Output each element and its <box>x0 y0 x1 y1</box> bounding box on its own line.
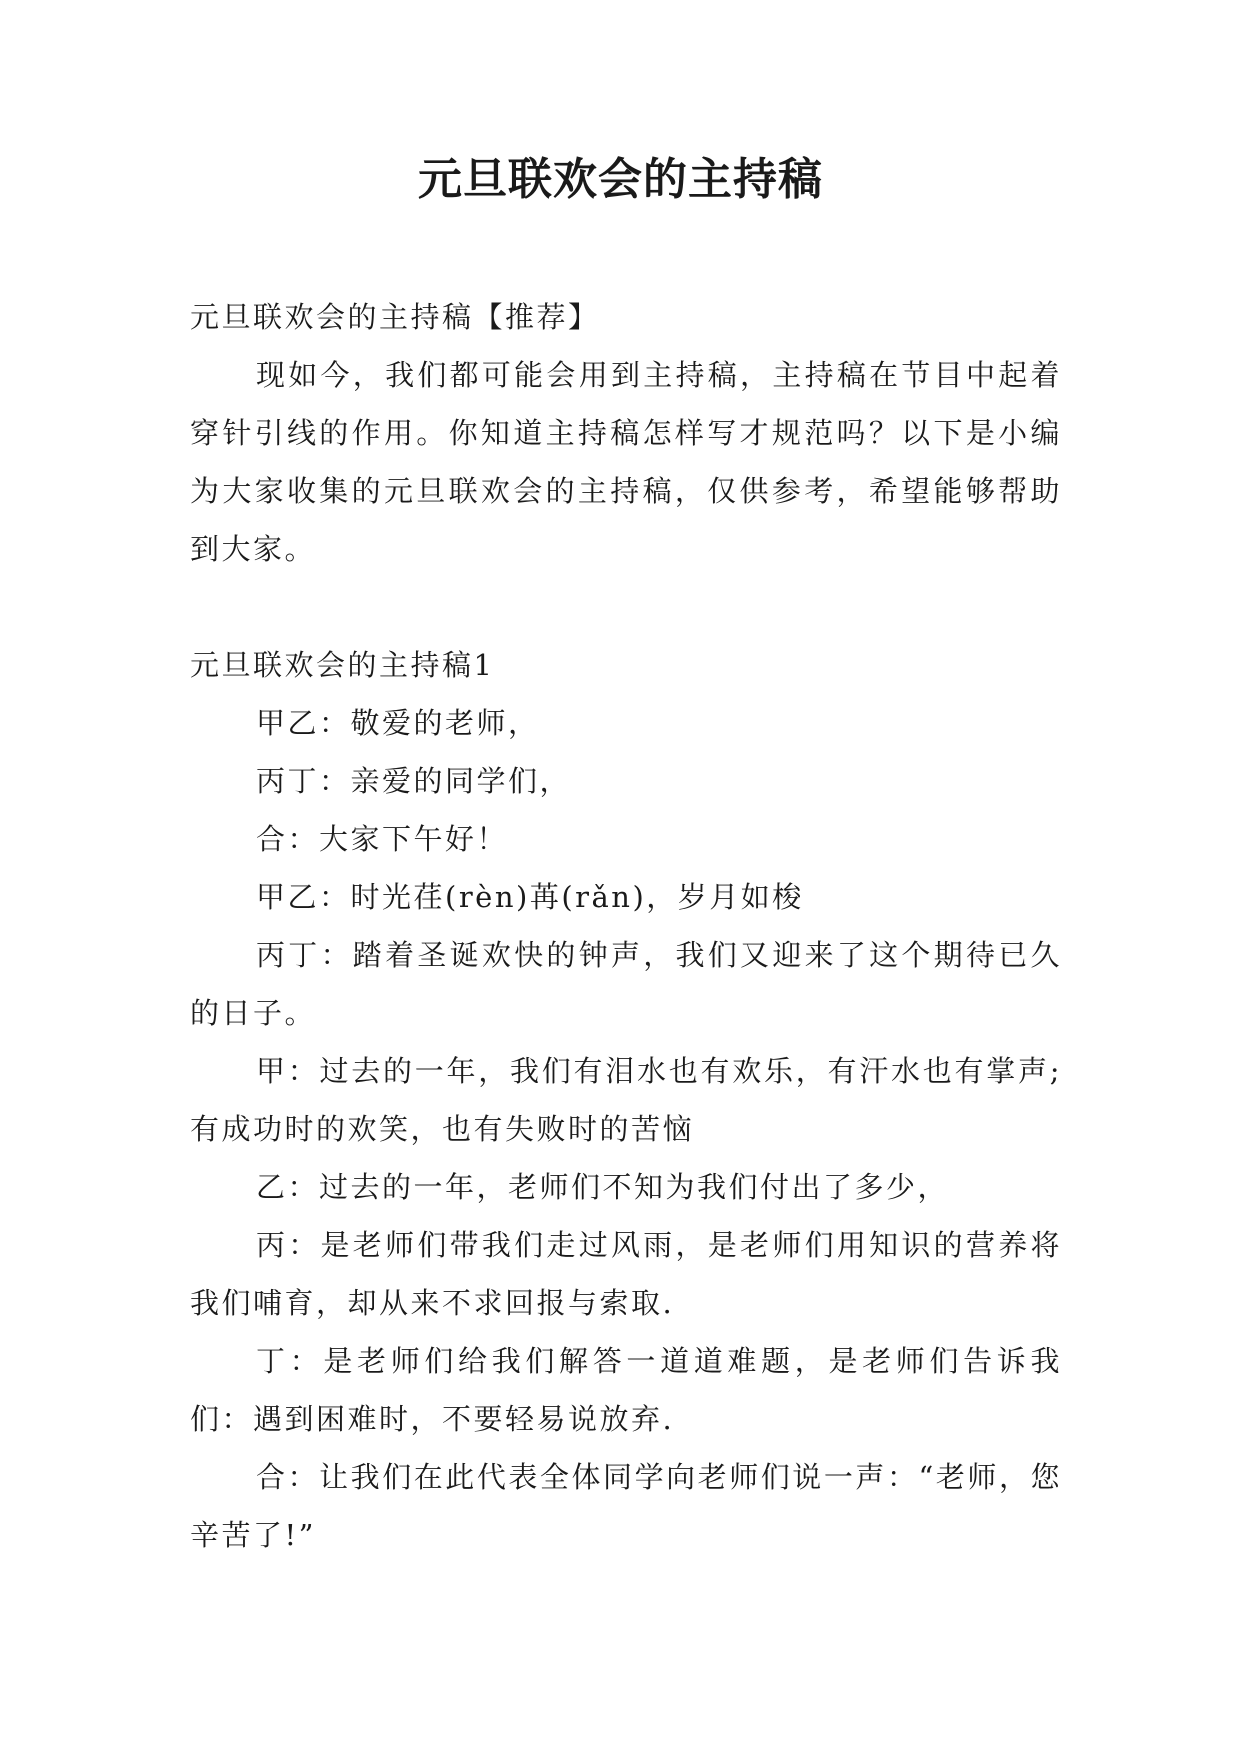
dialogue-line: 合：大家下午好！ <box>256 822 509 856</box>
dialogue-line: 丙丁：亲爱的同学们， <box>256 764 572 798</box>
document-subtitle: 元旦联欢会的主持稿【推荐】 <box>190 300 600 334</box>
intro-paragraph: 现如今，我们都可能会用到主持稿，主持稿在节目中起着穿针引线的作用。你知道主持稿怎样写才规范吗？以下是小编为大家收集的元旦联欢会的主持稿，仅供参考，希望能够帮助到大家。 <box>190 358 1062 566</box>
section-heading: 元旦联欢会的主持稿1 <box>190 648 495 682</box>
dialogue-line: 丙：是老师们带我们走过风雨，是老师们用知识的营养将我们哺育，却从来不求回报与索取. <box>190 1228 1062 1320</box>
document-title: 元旦联欢会的主持稿 <box>418 154 823 205</box>
dialogue-line: 合：让我们在此代表全体同学向老师们说一声：“老师，您辛苦了!” <box>190 1460 1062 1552</box>
dialogue-line: 甲乙：敬爱的老师， <box>256 706 540 740</box>
dialogue-line: 甲乙：时光荏(rèn)苒(rǎn)，岁月如梭 <box>256 880 804 914</box>
document-body <box>190 288 1062 1564</box>
dialogue-line: 丙丁：踏着圣诞欢快的钟声，我们又迎来了这个期待已久的日子。 <box>190 938 1062 1030</box>
paragraph-gap <box>190 578 1062 636</box>
dialogue-line: 乙：过去的一年，老师们不知为我们付出了多少， <box>256 1170 950 1204</box>
dialogue-line: 丁：是老师们给我们解答一道道难题，是老师们告诉我们：遇到困难时，不要轻易说放弃. <box>190 1344 1062 1436</box>
dialogue-line: 甲：过去的一年，我们有泪水也有欢乐，有汗水也有掌声;有成功时的欢笑，也有失败时的苦恼 <box>190 1054 1062 1146</box>
